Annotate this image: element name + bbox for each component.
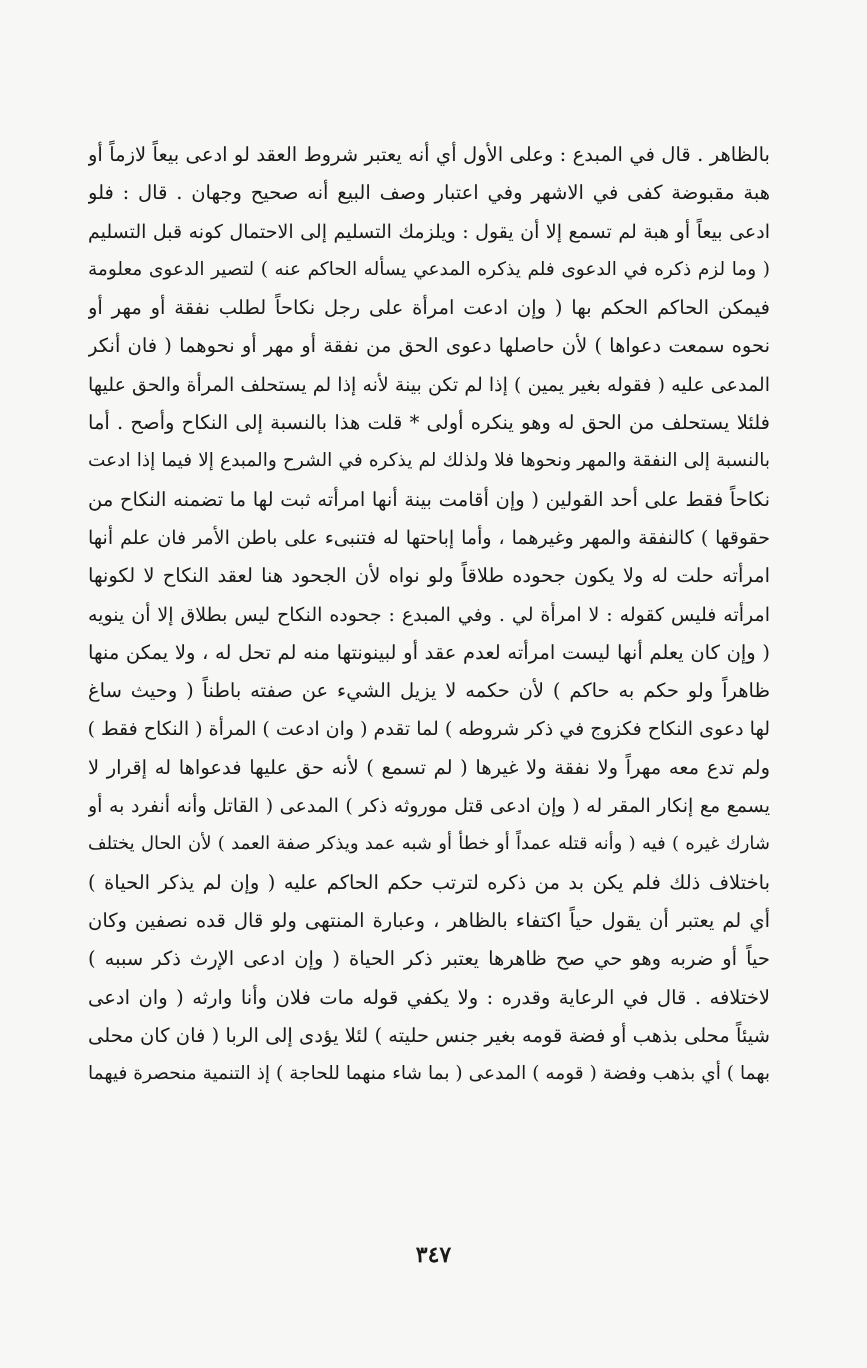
text-line: فيمكن الحاكم الحكم بها ( وإن ادعت امرأة على رجل نكاحاً لطلب نفقة أو مهر أو — [88, 296, 770, 320]
text-line: حقوقها ) كالنفقة والمهر وغيرهما ، وأما إباحتها له فتنبىء على باطن الأمر فان علم أنها — [88, 526, 770, 549]
text-line: ظاهراً ولو حكم به حاكم ) لأن حكمه لا يزيل الشيء عن صفته باطناً ( وحيث ساغ — [88, 679, 770, 703]
text-line: ادعى بيعاً أو هبة لم تسمع إلا أن يقول : ويلزمك التسليم إلى الاحتمال كونه قبل التسليم — [88, 220, 770, 243]
page-number: ٣٤٧ — [415, 1242, 452, 1268]
text-line: حياً أو ضربه وهو حي صح ظاهرها يعتبر ذكر الحياة ( وإن ادعى الإرث ذكر سببه ) — [88, 947, 770, 971]
text-line: فلئلا يستحلف من الحق له وهو ينكره أولى * قلت هذا بالنسبة إلى النكاح وأصح . أما — [88, 411, 770, 435]
text-line: يسمع مع إنكار المقر له ( وإن ادعى قتل موروثه ذكر ) المدعى ( القاتل وأنه أنفرد به أو — [88, 795, 770, 818]
text-line: ( وإن كان يعلم أنها ليست امرأته لعدم عقد أو لبينونتها منه لم تحل له ، ولا يمكن منها — [88, 640, 770, 664]
text-line: المدعى عليه ( فقوله بغير يمين ) إذا لم تكن بينة لأنه إذا لم يستحلف المرأة والحق عليها — [88, 373, 770, 396]
text-line: نحوه سمعت دعواها ) لأن حاصلها دعوى الحق من نفقة أو مهر أو نحوهما ( فان أنكر — [88, 334, 770, 358]
text-line: لاختلافه . قال في الرعاية وقدره : ولا يكفي قوله مات فلان وأنا وارثه ( وان ادعى — [88, 985, 770, 1009]
text-line: بالنسبة إلى النفقة والمهر ونحوها فلا ولذلك لم يذكره في الشرح والمبدع إلا فيما إذا ادعت — [88, 450, 770, 472]
text-line: ( وما لزم ذكره في الدعوى فلم يذكره المدعي يسأله الحاكم عنه ) لتصير الدعوى معلومة — [88, 258, 770, 280]
text-line: ولم تدع معه مهراً ولا نفقة ولا غيرها ( لم تسمع ) لأنه حق عليها فدعواها له إقرار لا — [88, 755, 770, 779]
text-line: بالظاهر . قال في المبدع : وعلى الأول أي أنه يعتبر شروط العقد لو ادعى بيعاً لازماً أو — [88, 143, 770, 166]
text-line: شيئاً محلى بذهب أو فضة قومه بغير جنس حليته ) لئلا يؤدى إلى الربا ( فان كان محلى — [88, 1023, 770, 1047]
text-line: بهما ) أي بذهب وفضة ( قومه ) المدعى ( بما شاء منهما للحاجة ) إذ التنمية منحصرة فيهما — [88, 1063, 770, 1085]
text-line: امرأته فليس كقوله : لا امرأة لي . وفي المبدع : جحوده النكاح ليس بطلاق إلا أن ينويه — [88, 603, 770, 626]
body-text — [88, 136, 770, 1093]
text-line: أي لم يعتبر أن يقول حياً اكتفاء بالظاهر ، وعبارة المنتهى ولو قال قده نصفين وكان — [88, 908, 770, 932]
text-line: هبة مقبوضة كفى في الاشهر وفي اعتبار وصف البيع أنه صحيح وجهان . قال : فلو — [88, 181, 770, 205]
text-line: باختلاف ذلك فلم يكن بد من ذكره لترتب حكم الحاكم عليه ( وإن لم يذكر الحياة ) — [88, 870, 770, 894]
text-line: نكاحاً فقط على أحد القولين ( وإن أقامت بينة أنها امرأته ثبت لها ما تضمنه النكاح من — [88, 487, 770, 511]
text-line: امرأته حلت له ولا يكون جحوده طلاقاً ولو نواه لأن الجحود هنا لعقد النكاح لا لكونها — [88, 564, 770, 588]
text-line: شارك غيره ) فيه ( وأنه قتله عمداً أو خطأ أو شبه عمد ويذكر صفة العمد ) لأن الحال يختلف — [88, 833, 770, 855]
text-line: لها دعوى النكاح فكزوج في ذكر شروطه ) لما تقدم ( وان ادعت ) المرأة ( النكاح فقط ) — [88, 718, 770, 741]
